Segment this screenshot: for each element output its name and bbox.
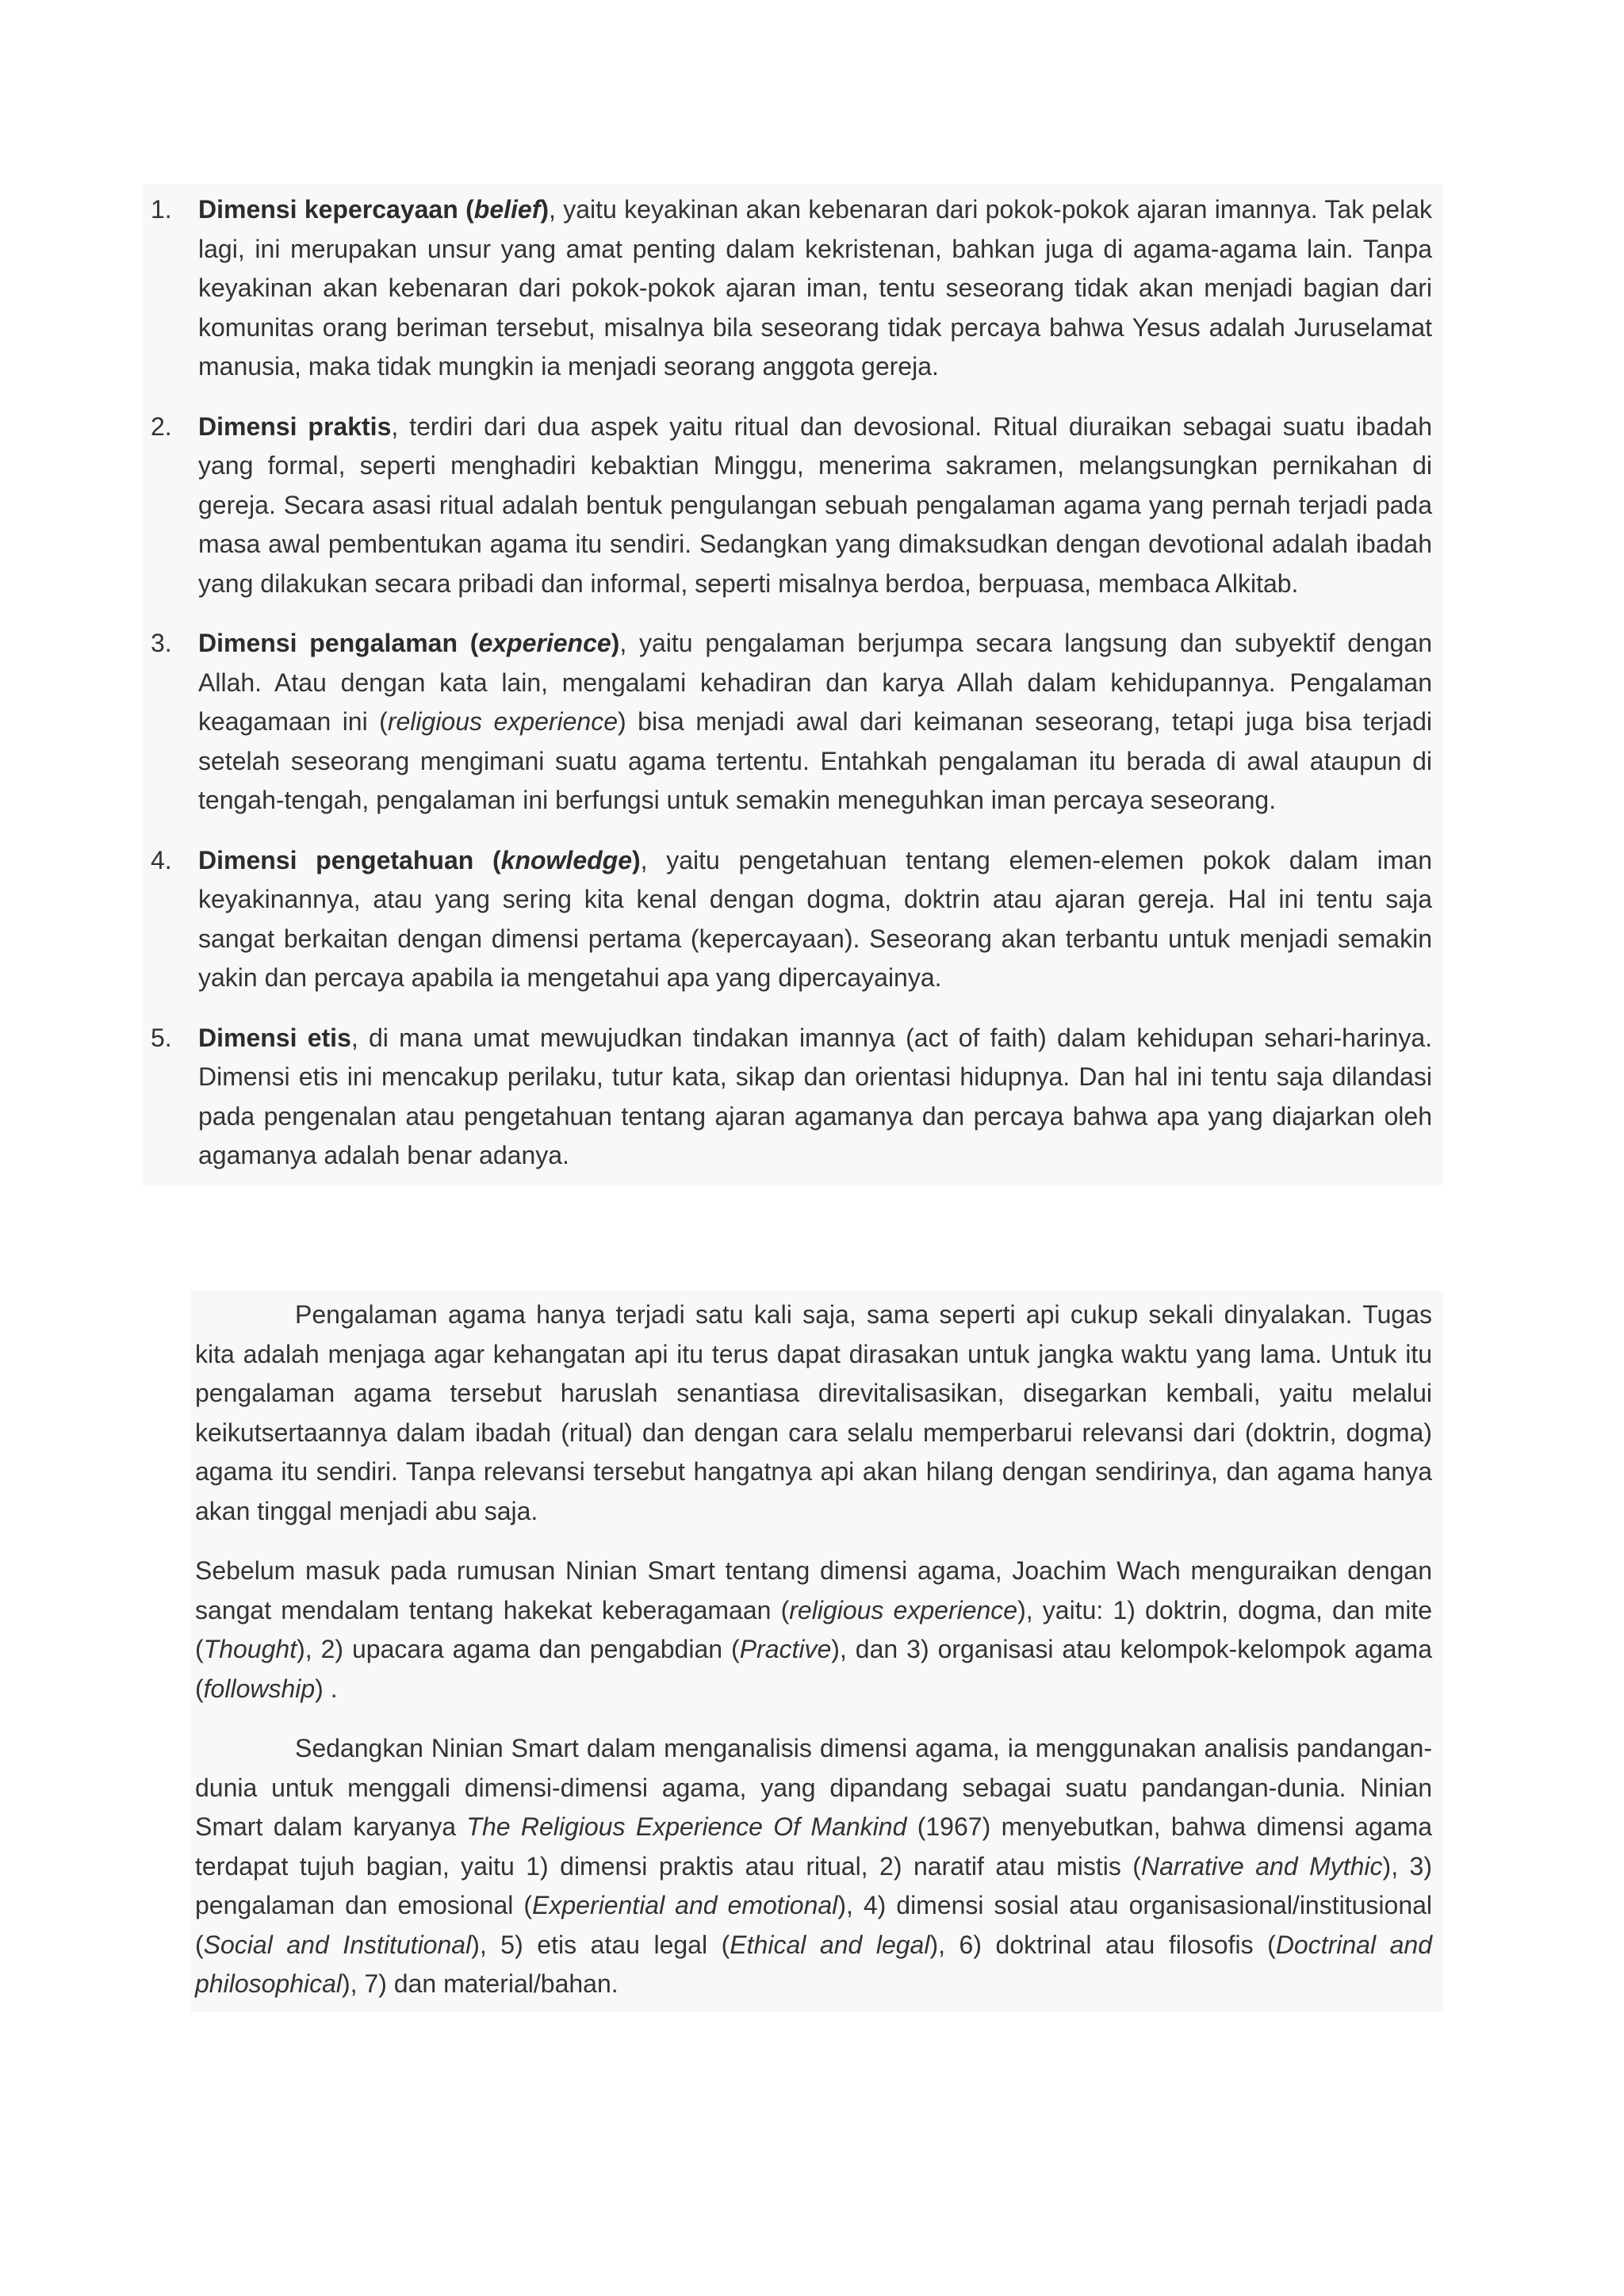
- list-number: 5.: [151, 1023, 172, 1052]
- list-item-experience: [143, 624, 1443, 821]
- list-number: 3.: [151, 629, 172, 657]
- item-text: ) bisa menjadi awal dari keimanan seseorang, tetapi juga bisa terjadi setelah seseorang mengimani suatu agama tertentu. Entahkah pengalaman itu berada di awal ataupun di tengah-tengah, pengalaman ini berfungsi untuk semakin meneguhkan iman percaya seseorang.: [198, 707, 1433, 814]
- list-item-belief: [143, 190, 1443, 387]
- term-heading: Dimensi pengalaman (experience): [198, 629, 620, 657]
- item-text-italic: religious experience: [387, 707, 619, 736]
- term-heading: Dimensi praktis: [198, 411, 392, 441]
- item-text: , yaitu pengalaman berjumpa secara langsung dan subyektif dengan Allah. Atau dengan kata lain, mengalami kehadiran dan karya Allah dalam kehidupannya. Pengalaman keagamaan ini (: [198, 629, 1433, 736]
- term-heading: Dimensi kepercayaan (belief): [198, 195, 549, 224]
- term-heading: Dimensi etis: [198, 1023, 351, 1052]
- paragraph-joachim-wach: Sebelum masuk pada rumusan Ninian Smart tentang dimensi agama, Joachim Wach menguraikan dengan sangat mendalam tentang hakekat keberagamaan (religious experience), yaitu: 1) doktrin, dogma, dan mite (Thought), 2) upacara agama dan pengabdian (Practive), dan 3) organisasi atau kelompok-kelompok agama (followship) .: [195, 1556, 1433, 1703]
- list-number: 2.: [151, 411, 172, 441]
- body-paragraphs: [190, 1291, 1443, 2012]
- item-text: , di mana umat mewujudkan tindakan imannya (act of faith) dalam kehidupan sehari-harinya. Dimensi etis ini mencakup perilaku, tutur kata, sikap dan orientasi hidupnya. Dan hal ini tentu saja dilandasi pada pengenalan atau pengetahuan tentang ajaran agamanya dan percaya bahwa apa yang diajarkan oleh agamanya adalah benar adanya.: [198, 1023, 1433, 1169]
- item-text: , terdiri dari dua aspek yaitu ritual dan devosional. Ritual diuraikan sebagai suatu ibadah yang formal, seperti menghadiri kebaktian Minggu, menerima sakramen, melangsungkan pernikahan di gereja. Secara asasi ritual adalah bentuk pengulangan sebuah pengalaman agama yang pernah terjadi pada masa awal pembentukan agama itu sendiri. Sedangkan yang dimaksudkan dengan devotional adalah ibadah yang dilakukan secara pribadi dan informal, seperti misalnya berdoa, berpuasa, membaca Alkitab.: [198, 411, 1433, 598]
- item-text: , yaitu keyakinan akan kebenaran dari pokok-pokok ajaran imannya. Tak pelak lagi, ini merupakan unsur yang amat penting dalam kekristenan, bahkan juga di agama-agama lain. Tanpa keyakinan akan kebenaran dari pokok-pokok ajaran iman, tentu seseorang tidak akan menjadi bagian dari komunitas orang beriman tersebut, misalnya bila seseorang tidak percaya bahwa Yesus adalah Juruselamat manusia, maka tidak mungkin ia menjadi seorang anggota gereja.: [198, 195, 1433, 381]
- paragraph-religious-experience: Pengalaman agama hanya terjadi satu kali saja, sama seperti api cukup sekali dinyalakan. Tugas kita adalah menjaga agar kehangatan api itu terus dapat dirasakan untuk jangka waktu yang lama. Untuk itu pengalaman agama tersebut haruslah senantiasa direvitalisasikan, disegarkan kembali, yaitu melalui keikutsertaannya dalam ibadah (ritual) dan dengan cara selalu memperbarui relevansi dari (doktrin, dogma) agama itu sendiri. Tanpa relevansi tersebut hangatnya api akan hilang dengan sendirinya, dan agama hanya akan tinggal menjadi abu saja.: [195, 1300, 1432, 1525]
- item-text: , yaitu pengetahuan tentang elemen-elemen pokok dalam iman keyakinannya, atau yang sering kita kenal dengan dogma, doktrin atau ajaran gereja. Hal ini tentu saja sangat berkaitan dengan dimensi pertama (kepercayaan). Seseorang akan terbantu untuk menjadi semakin yakin dan percaya apabila ia mengetahui apa yang dipercayainya.: [198, 845, 1433, 992]
- list-item-practical: [143, 408, 1443, 604]
- list-number: 4.: [151, 845, 172, 874]
- list-number: 1.: [151, 195, 172, 224]
- list-item-ethical: [143, 1019, 1443, 1176]
- dimension-list: [143, 184, 1443, 1185]
- list-item-knowledge: [143, 841, 1443, 998]
- paragraph-ninian-smart: Sedangkan Ninian Smart dalam menganalisis dimensi agama, ia menggunakan analisis pandangan-dunia untuk menggali dimensi-dimensi agama, yang dipandang sebagai suatu pandangan-dunia. Ninian Smart dalam karyanya The Religious Experience Of Mankind (1967) menyebutkan, bahwa dimensi agama terdapat tujuh bagian, yaitu 1) dimensi praktis atau ritual, 2) naratif atau mistis (Narrative and Mythic), 3) pengalaman dan emosional (Experiential and emotional), 4) dimensi sosial atau organisasional/institusional (Social and Institutional), 5) etis atau legal (Ethical and legal), 6) doktrinal atau filosofis (Doctrinal and philosophical), 7) dan material/bahan.: [195, 1734, 1433, 1998]
- term-heading: Dimensi pengetahuan (knowledge): [198, 845, 641, 874]
